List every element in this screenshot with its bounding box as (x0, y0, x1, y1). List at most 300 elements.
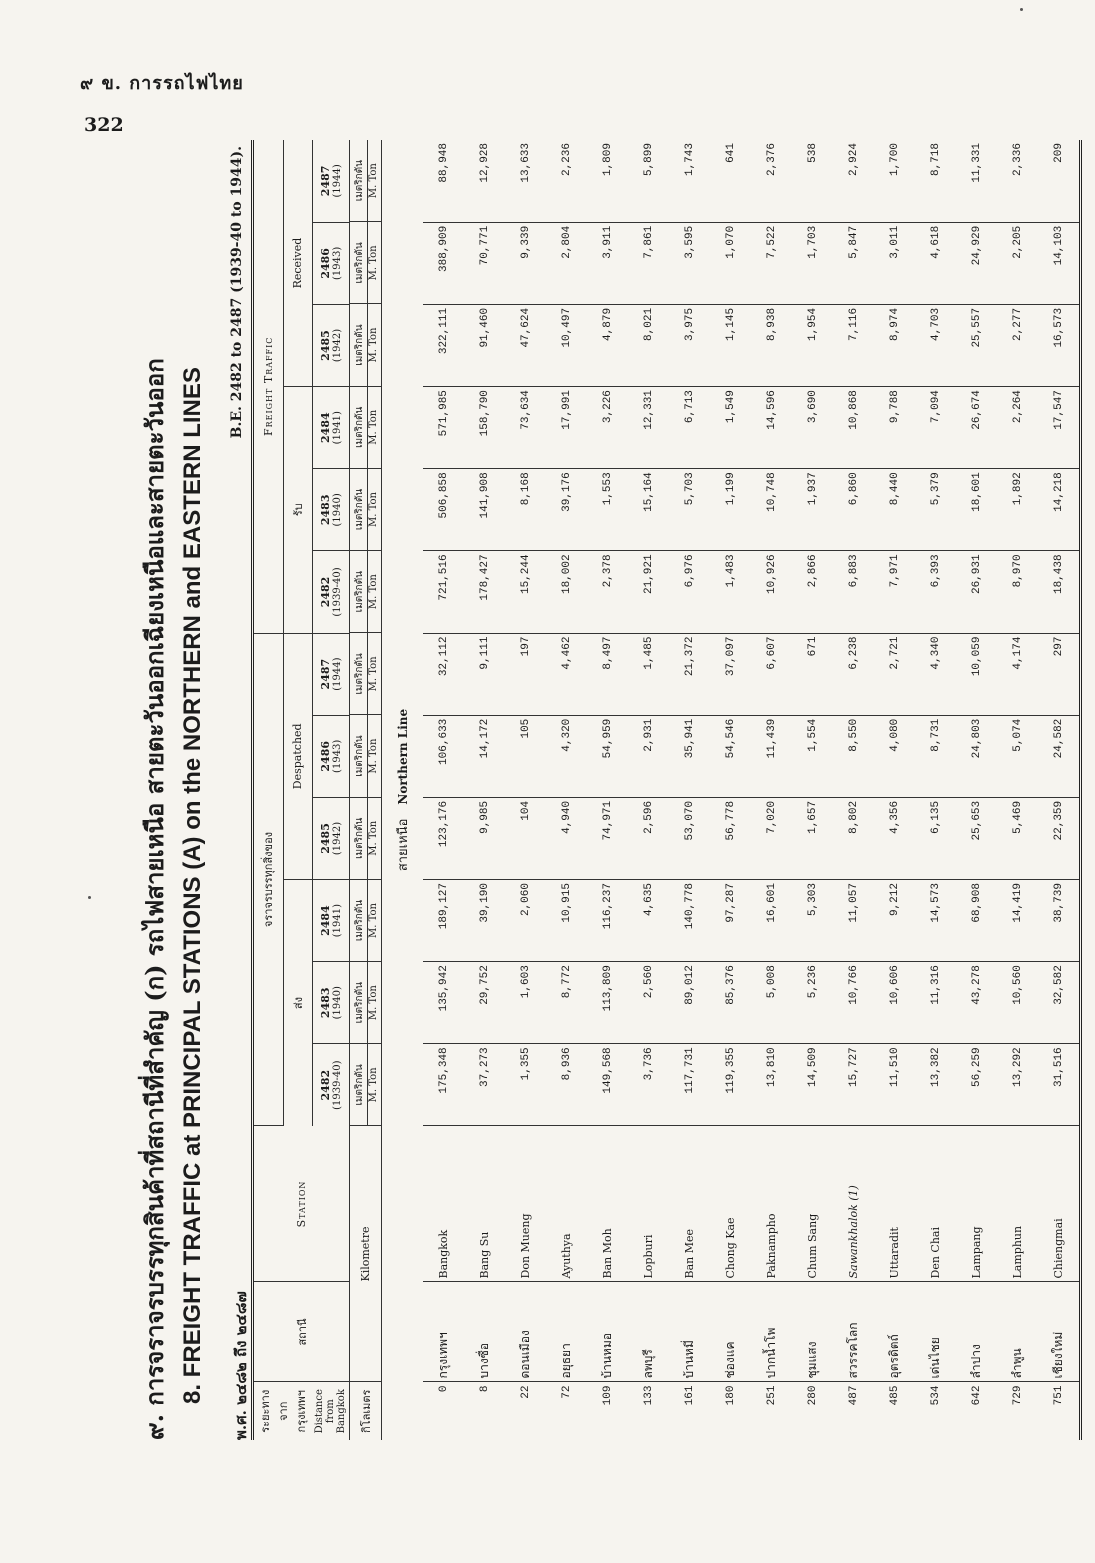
table-row (915, 140, 956, 1440)
received-value: 91,460 (464, 304, 505, 386)
mass-unit-english: M. Ton (367, 1044, 379, 1125)
station-name-thai: ช่องแค (710, 1282, 751, 1382)
despatched-value: 4,174 (997, 633, 1038, 715)
station-name-english: Ban Moh (587, 1126, 628, 1282)
mass-unit-cell (350, 387, 381, 469)
received-value: 17,991 (546, 387, 587, 469)
station-name-thai: บ้านหมอ (587, 1282, 628, 1382)
despatched-value: 1,603 (505, 962, 546, 1044)
received-value: 2,378 (587, 551, 628, 633)
table-row (833, 140, 874, 1440)
received-value: 6,860 (833, 469, 874, 551)
despatched-value: 8,731 (915, 715, 956, 797)
despatched-value: 5,074 (997, 715, 1038, 797)
distance-km: 133 (642, 1385, 655, 1406)
despatched-value: 2,931 (628, 715, 669, 797)
received-value: 7,094 (915, 387, 956, 469)
despatched-value: 9,111 (464, 633, 505, 715)
received-value: 8,168 (505, 469, 546, 551)
received-value: 158,790 (464, 387, 505, 469)
received-value: 7,971 (874, 551, 915, 633)
received-value: 26,931 (956, 551, 997, 633)
table-row (1038, 140, 1081, 1440)
mass-unit-cell (350, 798, 381, 880)
despatched-value: 56,259 (956, 1044, 997, 1126)
year-ce: (1944) (331, 657, 343, 691)
despatched-value: 54,546 (710, 715, 751, 797)
table-title-thai: ๙. การจราจรบรรทุกสินค้าที่สถานีที่สำคัญ (ก) รถไฟสายเหนือ สายตะวันออกเฉียงเหนือและสายตะวันออก (140, 358, 169, 1440)
despatched-value: 29,752 (464, 962, 505, 1044)
section-heading-english: Northern Line (396, 708, 410, 805)
received-value: 1,553 (587, 469, 628, 551)
year-ce: (1944) (331, 164, 343, 198)
despatched-value: 2,060 (505, 880, 546, 962)
mass-unit-cell (350, 1044, 381, 1125)
despatched-value: 3,736 (628, 1044, 669, 1126)
year-ce: (1942) (331, 328, 343, 363)
received-value: 8,440 (874, 469, 915, 551)
despatched-value: 5,303 (792, 880, 833, 962)
distance-km: 0 (437, 1385, 450, 1393)
table-row (546, 140, 587, 1440)
received-value: 641 (710, 140, 751, 222)
despatched-value: 9,985 (464, 797, 505, 879)
received-value: 1,700 (874, 140, 915, 222)
received-value: 1,809 (587, 140, 628, 222)
mass-unit-english: M. Ton (367, 633, 379, 714)
despatched-value: 10,915 (546, 880, 587, 962)
received-value: 88,948 (423, 140, 464, 222)
received-value: 13,633 (505, 140, 546, 222)
station-name-english: Sawankhalok (1) (833, 1126, 874, 1282)
despatched-value: 68,908 (956, 880, 997, 962)
despatched-value: 15,727 (833, 1044, 874, 1126)
despatched-value: 4,940 (546, 797, 587, 879)
despatched-value: 10,059 (956, 633, 997, 715)
section-heading-thai: สายเหนือ (396, 818, 411, 872)
despatched-value: 1,657 (792, 797, 833, 879)
received-value: 9,339 (505, 222, 546, 304)
table-row (587, 140, 628, 1440)
received-value: 16,573 (1038, 304, 1081, 386)
distance-km: 251 (765, 1385, 778, 1406)
year-be: 2484 (318, 905, 332, 936)
received-value: 8,021 (628, 304, 669, 386)
mass-unit-cell (350, 469, 381, 551)
received-value: 8,970 (997, 551, 1038, 633)
mass-unit-thai: เมตริกตัน (354, 735, 365, 777)
station-name-thai: กรุงเทพฯ (423, 1282, 464, 1382)
received-value: 14,596 (751, 387, 792, 469)
table-row (997, 140, 1038, 1440)
distance-km: 280 (806, 1385, 819, 1406)
year-ce: (1941) (331, 903, 343, 938)
station-name-thai: เชียงใหม่ (1038, 1282, 1081, 1382)
scan-speck (1020, 8, 1023, 11)
station-name-thai: บางซื่อ (464, 1282, 505, 1382)
received-value: 7,116 (833, 304, 874, 386)
mass-unit-english: M. Ton (367, 880, 379, 961)
rotated-table-page (135, 140, 1065, 1440)
received-value: 2,804 (546, 222, 587, 304)
table-row (505, 140, 546, 1440)
received-value: 18,002 (546, 551, 587, 633)
received-value: 3,911 (587, 222, 628, 304)
received-value: 8,938 (751, 304, 792, 386)
distance-header-english: Distance from Bangkok (314, 1389, 347, 1434)
received-value: 5,703 (669, 469, 710, 551)
despatched-value: 14,573 (915, 880, 956, 962)
table-row (628, 140, 669, 1440)
mass-unit-thai: เมตริกตัน (354, 324, 365, 366)
year-ce: (1939-40) (331, 567, 343, 617)
station-header-thai: สถานี (253, 1282, 350, 1382)
received-value: 12,928 (464, 140, 505, 222)
received-value: 1,070 (710, 222, 751, 304)
received-value: 3,011 (874, 222, 915, 304)
mass-unit-thai: เมตริกตัน (354, 242, 365, 284)
despatched-value: 8,497 (587, 633, 628, 715)
header-row-top (253, 140, 284, 1440)
mass-unit-english: M. Ton (367, 469, 379, 550)
received-value: 506,858 (423, 469, 464, 551)
despatched-value: 5,236 (792, 962, 833, 1044)
distance-km: 642 (970, 1385, 983, 1406)
received-value: 15,164 (628, 469, 669, 551)
despatched-value: 4,320 (546, 715, 587, 797)
mass-unit-english: M. Ton (367, 551, 379, 632)
despatched-value: 43,278 (956, 962, 997, 1044)
mass-unit-thai: เมตริกตัน (354, 653, 365, 695)
received-value: 24,929 (956, 222, 997, 304)
station-name-thai: ชุมแสง (792, 1282, 833, 1382)
station-name-thai: ลพบุรี (628, 1282, 669, 1382)
received-header-thai: รับ (283, 387, 312, 633)
year-be: 2483 (318, 494, 332, 526)
year-ce: (1941) (331, 411, 343, 445)
received-value: 12,331 (628, 387, 669, 469)
table-body (382, 140, 1081, 1440)
mass-unit-english: M. Ton (367, 304, 379, 385)
despatched-value: 10,606 (874, 962, 915, 1044)
distance-km: 729 (1011, 1385, 1024, 1406)
station-name-english: Uttaradit (874, 1126, 915, 1282)
despatched-value: 117,731 (669, 1044, 710, 1126)
page-number: 322 (84, 114, 124, 136)
distance-km: 751 (1052, 1385, 1065, 1406)
received-value: 4,879 (587, 304, 628, 386)
mass-unit-english: M. Ton (367, 798, 379, 879)
despatched-value: 13,382 (915, 1044, 956, 1126)
distance-km: 487 (847, 1385, 860, 1406)
despatched-year-header (312, 797, 349, 879)
section-row (382, 140, 424, 1440)
despatched-value: 21,372 (669, 633, 710, 715)
received-header-english: Received (283, 140, 312, 387)
distance-km: 22 (519, 1385, 532, 1399)
table-row (710, 140, 751, 1440)
despatched-value: 24,582 (1038, 715, 1081, 797)
despatched-value: 8,936 (546, 1044, 587, 1126)
received-value: 1,743 (669, 140, 710, 222)
despatched-year-header (312, 633, 349, 715)
freight-header-english: Freight Traffic (253, 140, 284, 633)
despatched-value: 5,469 (997, 797, 1038, 879)
year-ce: (1939-40) (331, 1060, 343, 1110)
mass-unit-cell (350, 715, 381, 797)
despatched-value: 1,554 (792, 715, 833, 797)
station-name-thai: บ้านหมี่ (669, 1282, 710, 1382)
received-value: 15,244 (505, 551, 546, 633)
mass-unit-thai: เมตริกตัน (354, 1064, 365, 1106)
despatched-value: 2,721 (874, 633, 915, 715)
mass-unit-thai: เมตริกตัน (354, 488, 365, 531)
station-name-thai: ลำพูน (997, 1282, 1038, 1382)
despatched-value: 6,238 (833, 633, 874, 715)
received-value: 2,277 (997, 304, 1038, 386)
received-value: 3,595 (669, 222, 710, 304)
received-value: 1,199 (710, 469, 751, 551)
freight-traffic-table (251, 140, 1082, 1440)
mass-unit-cell (350, 551, 381, 633)
mass-unit-thai: เมตริกตัน (354, 817, 365, 859)
mass-unit-english: M. Ton (367, 962, 379, 1043)
received-year-header (312, 387, 349, 469)
year-ce: (1940) (331, 493, 343, 527)
received-value: 5,899 (628, 140, 669, 222)
table-row (423, 140, 464, 1440)
received-value: 39,176 (546, 469, 587, 551)
received-value: 3,975 (669, 304, 710, 386)
received-value: 47,624 (505, 304, 546, 386)
received-year-header (312, 222, 349, 304)
despatched-value: 13,292 (997, 1044, 1038, 1126)
table-row (874, 140, 915, 1440)
despatched-value: 22,359 (1038, 797, 1081, 879)
distance-km: 534 (929, 1385, 942, 1406)
despatched-value: 14,419 (997, 880, 1038, 962)
distance-km: 485 (888, 1385, 901, 1406)
despatched-value: 135,942 (423, 962, 464, 1044)
despatched-value: 104 (505, 797, 546, 879)
received-value: 9,788 (874, 387, 915, 469)
station-name-english: Den Chai (915, 1126, 956, 1282)
despatched-value: 11,316 (915, 962, 956, 1044)
received-value: 5,379 (915, 469, 956, 551)
received-value: 11,331 (956, 140, 997, 222)
year-be: 2484 (318, 412, 332, 443)
received-value: 25,557 (956, 304, 997, 386)
despatched-value: 97,287 (710, 880, 751, 962)
mass-unit-thai: เมตริกตัน (354, 160, 365, 202)
despatched-value: 32,582 (1038, 962, 1081, 1044)
table-title-english: 8. FREIGHT TRAFFIC at PRINCIPAL STATIONS (A) on the NORTHERN and EASTERN LINES (179, 367, 206, 1404)
header-row-units (350, 140, 382, 1440)
despatched-value: 5,008 (751, 962, 792, 1044)
despatched-value: 106,633 (423, 715, 464, 797)
mass-unit-thai: เมตริกตัน (354, 899, 365, 942)
despatched-value: 25,653 (956, 797, 997, 879)
station-name-english: Chong Kae (710, 1126, 751, 1282)
received-value: 6,883 (833, 551, 874, 633)
despatched-value: 56,778 (710, 797, 751, 879)
despatched-value: 4,080 (874, 715, 915, 797)
station-name-english: Ayuthya (546, 1126, 587, 1282)
station-name-thai: อยุธยา (546, 1282, 587, 1382)
received-value: 2,376 (751, 140, 792, 222)
station-name-thai: ปากน้ำโพ (751, 1282, 792, 1382)
received-value: 388,909 (423, 222, 464, 304)
received-value: 2,264 (997, 387, 1038, 469)
received-value: 21,921 (628, 551, 669, 633)
station-name-thai: ดอนเมือง (505, 1282, 546, 1382)
despatched-value: 189,127 (423, 880, 464, 962)
received-value: 178,427 (464, 551, 505, 633)
despatched-year-header (312, 962, 349, 1044)
despatched-value: 2,596 (628, 797, 669, 879)
despatched-value: 37,273 (464, 1044, 505, 1126)
received-value: 2,236 (546, 140, 587, 222)
despatched-value: 123,176 (423, 797, 464, 879)
station-name-thai: ลำปาง (956, 1282, 997, 1382)
despatched-value: 116,237 (587, 880, 628, 962)
despatched-value: 1,355 (505, 1044, 546, 1126)
received-value: 1,703 (792, 222, 833, 304)
despatched-value: 85,376 (710, 962, 751, 1044)
received-year-header (312, 469, 349, 551)
freight-header-thai: จราจรบรรทุกสิ่งของ (253, 633, 284, 1126)
despatched-value: 32,112 (423, 633, 464, 715)
received-value: 8,974 (874, 304, 915, 386)
despatched-value: 16,601 (751, 880, 792, 962)
despatched-value: 31,516 (1038, 1044, 1081, 1126)
mass-unit-cells (350, 140, 382, 1126)
received-value: 73,634 (505, 387, 546, 469)
station-name-english: Don Mueng (505, 1126, 546, 1282)
station-name-english: Chum Sang (792, 1126, 833, 1282)
year-be: 2485 (318, 330, 332, 361)
despatched-value: 4,462 (546, 633, 587, 715)
mass-unit-cell (350, 140, 381, 222)
received-value: 5,847 (833, 222, 874, 304)
distance-km: 8 (478, 1385, 491, 1393)
mass-unit-cell (350, 633, 381, 715)
year-be: 2483 (318, 987, 332, 1019)
mass-unit-thai: เมตริกตัน (354, 982, 365, 1024)
received-value: 10,497 (546, 304, 587, 386)
despatched-value: 35,941 (669, 715, 710, 797)
table-row (956, 140, 997, 1440)
despatched-value: 11,439 (751, 715, 792, 797)
despatched-value: 140,778 (669, 880, 710, 962)
despatched-value: 74,971 (587, 797, 628, 879)
despatched-value: 671 (792, 633, 833, 715)
mass-unit-english: M. Ton (367, 222, 379, 303)
received-value: 3,226 (587, 387, 628, 469)
year-ce: (1943) (331, 246, 343, 280)
year-be: 2487 (318, 165, 332, 197)
received-value: 1,937 (792, 469, 833, 551)
received-value: 3,690 (792, 387, 833, 469)
received-value: 14,103 (1038, 222, 1081, 304)
despatched-value: 1,485 (628, 633, 669, 715)
despatched-value: 37,097 (710, 633, 751, 715)
station-name-thai: เด่นไชย (915, 1282, 956, 1382)
mass-unit-cell (350, 222, 381, 304)
received-value: 7,522 (751, 222, 792, 304)
received-value: 26,674 (956, 387, 997, 469)
station-name-english: Lampang (956, 1126, 997, 1282)
despatched-header-english: Despatched (283, 633, 312, 879)
mass-unit-cell (350, 962, 381, 1044)
received-value: 17,547 (1038, 387, 1081, 469)
despatched-year-header (312, 715, 349, 797)
distance-header (253, 1382, 350, 1440)
received-year-header (312, 304, 349, 386)
received-year-header (312, 551, 349, 633)
received-value: 2,205 (997, 222, 1038, 304)
km-unit-thai: กิโลเมตร (350, 1382, 382, 1440)
received-value: 538 (792, 140, 833, 222)
received-value: 18,438 (1038, 551, 1081, 633)
year-be: 2482 (318, 576, 332, 608)
table-row (751, 140, 792, 1440)
received-value: 2,866 (792, 551, 833, 633)
scan-speck (88, 896, 91, 899)
received-value: 4,703 (915, 304, 956, 386)
despatched-value: 8,772 (546, 962, 587, 1044)
station-name-thai: สวรรคโลก (833, 1282, 874, 1382)
table-row (669, 140, 710, 1440)
station-name-english: Bangkok (423, 1126, 464, 1282)
despatched-value: 8,550 (833, 715, 874, 797)
despatched-value: 53,070 (669, 797, 710, 879)
received-value: 141,908 (464, 469, 505, 551)
distance-km: 109 (601, 1385, 614, 1406)
mass-unit-english: M. Ton (367, 140, 379, 221)
year-ce: (1940) (331, 986, 343, 1020)
station-name-english: Chiengmai (1038, 1126, 1081, 1282)
despatched-header-thai: ส่ง (283, 880, 312, 1126)
received-value: 10,748 (751, 469, 792, 551)
distance-header-thai: ระยะทาง จาก กรุงเทพฯ (259, 1389, 308, 1433)
despatched-value: 7,020 (751, 797, 792, 879)
distance-km: 180 (724, 1385, 737, 1406)
year-be: 2486 (318, 248, 332, 279)
received-value: 2,336 (997, 140, 1038, 222)
despatched-year-header (312, 880, 349, 962)
received-value: 6,393 (915, 551, 956, 633)
despatched-value: 6,607 (751, 633, 792, 715)
despatched-value: 113,809 (587, 962, 628, 1044)
received-value: 1,892 (997, 469, 1038, 551)
received-value: 6,713 (669, 387, 710, 469)
received-value: 322,111 (423, 304, 464, 386)
despatched-value: 8,802 (833, 797, 874, 879)
running-head: ๙ ข. การรถไฟไทย (80, 73, 244, 94)
despatched-value: 89,012 (669, 962, 710, 1044)
table-row (464, 140, 505, 1440)
despatched-value: 54,959 (587, 715, 628, 797)
year-ce: (1943) (331, 739, 343, 773)
mass-unit-english: M. Ton (367, 715, 379, 796)
station-name-english: Paknampho (751, 1126, 792, 1282)
despatched-value: 297 (1038, 633, 1081, 715)
despatched-value: 105 (505, 715, 546, 797)
despatched-value: 10,766 (833, 962, 874, 1044)
despatched-value: 9,212 (874, 880, 915, 962)
despatched-value: 10,560 (997, 962, 1038, 1044)
